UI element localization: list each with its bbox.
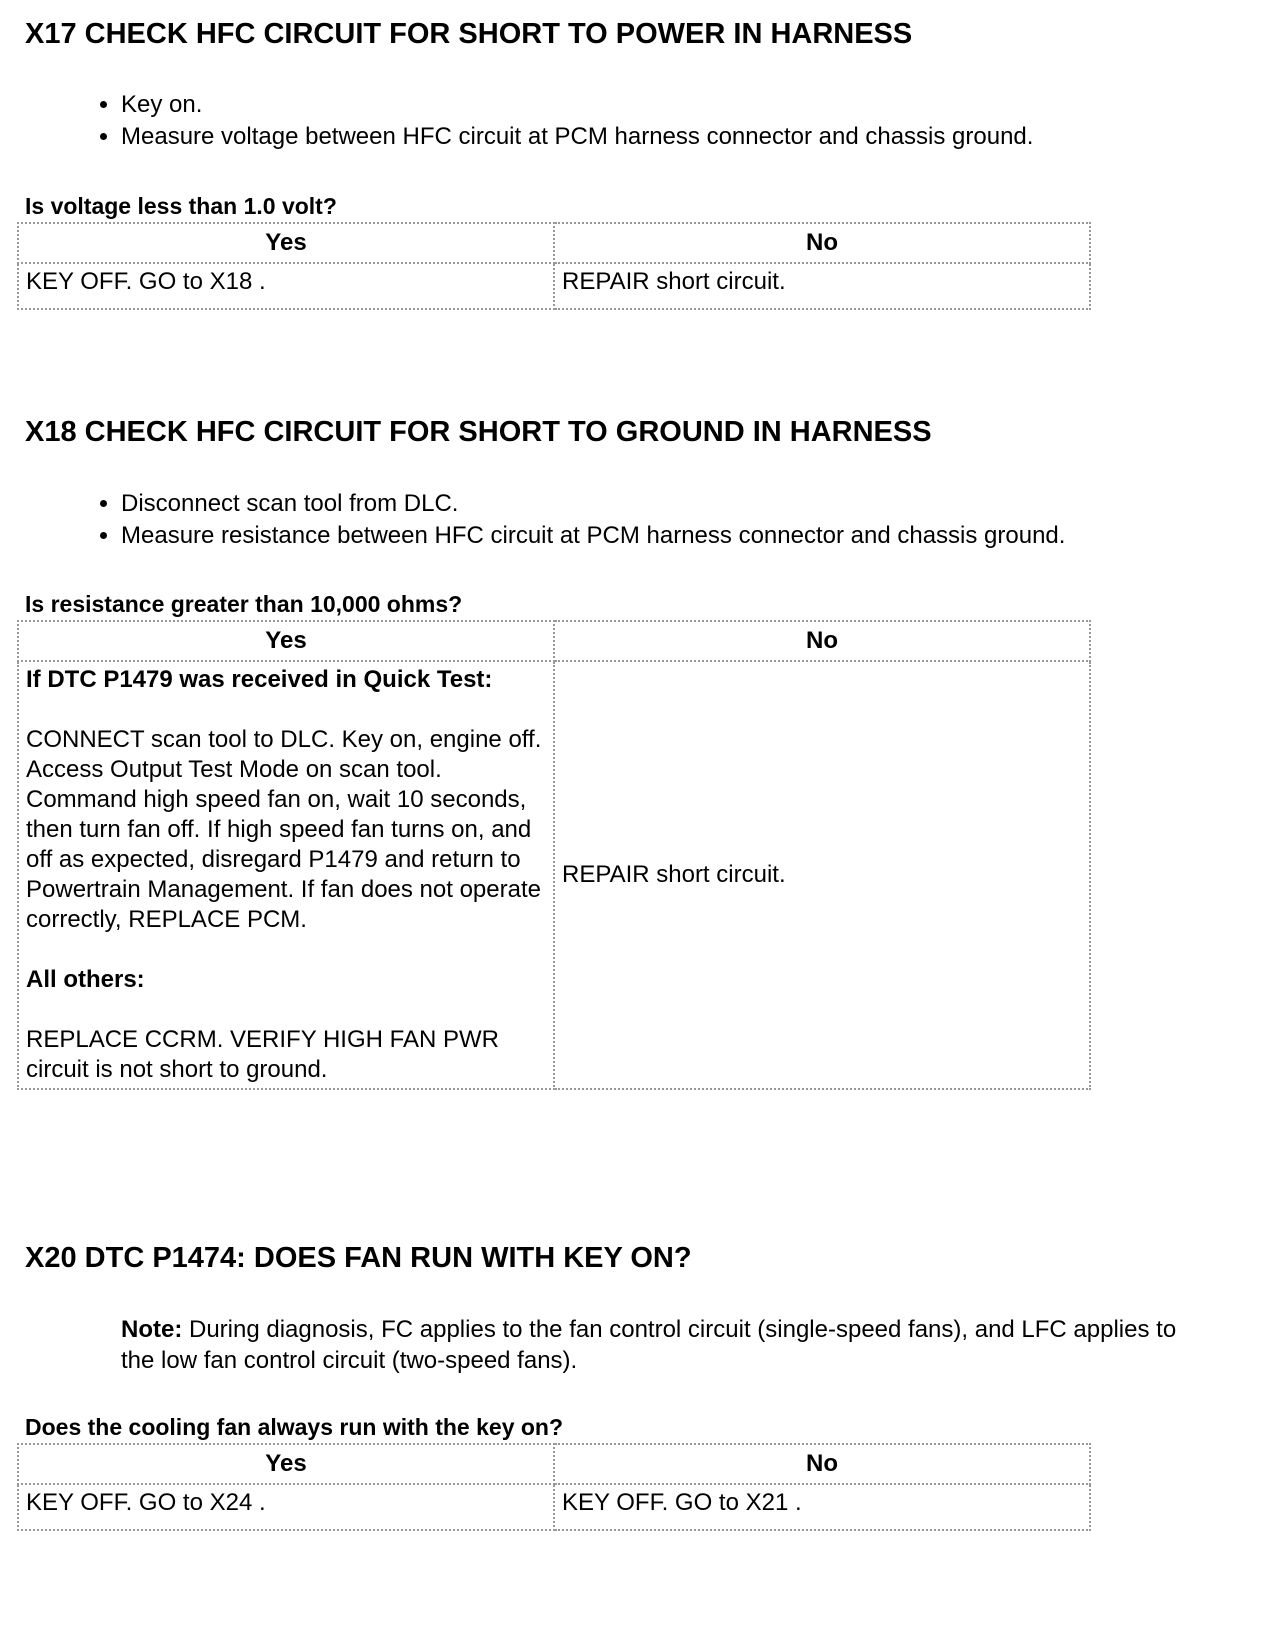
x18-steps (62, 488, 1065, 552)
no-header: No (554, 1444, 1090, 1484)
yes-cell: KEY OFF. GO to X24 . (18, 1484, 554, 1530)
x20-note (121, 1314, 1181, 1376)
x18-answer-table (17, 620, 1091, 1090)
note-label: Note: (121, 1316, 183, 1343)
step: • Measure voltage between HFC circuit at PCM harness connector and chassis ground. (121, 121, 1033, 153)
section-title-x17: X17 CHECK HFC CIRCUIT FOR SHORT TO POWER IN HARNESS (25, 18, 913, 50)
no-cell: REPAIR short circuit. (554, 263, 1090, 309)
yes-header: Yes (18, 223, 554, 263)
x18-question: Is resistance greater than 10,000 ohms? (25, 591, 463, 617)
section-title-x20: X20 DTC P1474: DOES FAN RUN WITH KEY ON? (25, 1242, 692, 1274)
note-text: During diagnosis, FC applies to the fan control circuit (single-speed fans), and LFC applies to the low fan control circuit (two-speed fans). (121, 1316, 1177, 1374)
yes-header: Yes (18, 1444, 554, 1484)
no-cell: REPAIR short circuit. (554, 661, 1090, 1089)
yes-text-others: REPLACE CCRM. VERIFY HIGH FAN PWR circuit is not short to ground. (26, 1026, 499, 1083)
x17-steps (62, 89, 1033, 153)
section-title-x18: X18 CHECK HFC CIRCUIT FOR SHORT TO GROUND IN HARNESS (25, 416, 932, 448)
yes-heading-others: All others: (26, 966, 145, 993)
no-header: No (554, 621, 1090, 661)
x17-answer-table (17, 222, 1091, 310)
step: • Disconnect scan tool from DLC. (121, 488, 1065, 520)
yes-text-dtc: CONNECT scan tool to DLC. Key on, engine off. Access Output Test Mode on scan tool. Command high speed fan on, wait 10 seconds, then turn fan off. If high speed fan turns on, and off as expected, disregard P1479 and return to Powertrain Management. If fan does not operate correctly, REPLACE PCM. (26, 726, 542, 933)
yes-cell (18, 661, 554, 1089)
x17-question: Is voltage less than 1.0 volt? (25, 193, 337, 219)
yes-header: Yes (18, 621, 554, 661)
no-header: No (554, 223, 1090, 263)
step: • Key on. (121, 89, 1033, 121)
yes-cell: KEY OFF. GO to X18 . (18, 263, 554, 309)
x20-answer-table (17, 1443, 1091, 1531)
x20-question: Does the cooling fan always run with the key on? (25, 1414, 564, 1440)
no-cell: KEY OFF. GO to X21 . (554, 1484, 1090, 1530)
yes-heading-dtc: If DTC P1479 was received in Quick Test: (26, 666, 493, 693)
step: • Measure resistance between HFC circuit at PCM harness connector and chassis ground. (121, 520, 1065, 552)
